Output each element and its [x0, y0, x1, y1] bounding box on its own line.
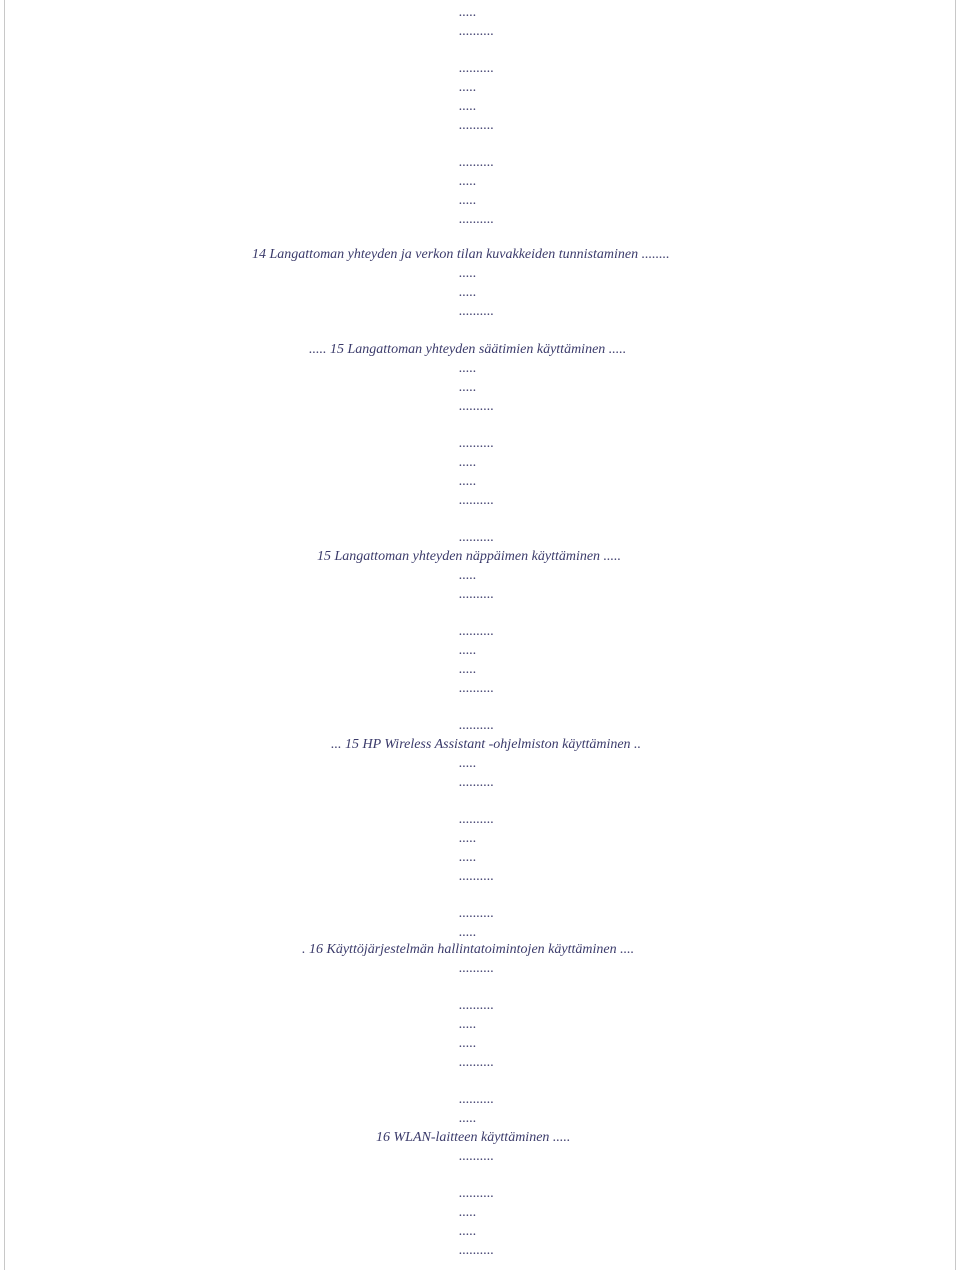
leader-line: .....	[459, 80, 477, 95]
leader-line: ..........	[459, 906, 494, 921]
leader-line: ..........	[459, 399, 494, 414]
leader-line: ..........	[459, 775, 494, 790]
leader-line: ..........	[459, 1186, 494, 1201]
leader-line: ..........	[459, 530, 494, 545]
leader-line: ..........	[459, 587, 494, 602]
leader-line: .....	[459, 193, 477, 208]
leader-line: ..........	[459, 61, 494, 76]
toc-entry[interactable]: ..... 15 Langattoman yhteyden säätimien käyttäminen .....	[309, 342, 627, 357]
leader-line: .....	[459, 1205, 477, 1220]
leader-line: .....	[459, 174, 477, 189]
leader-line: .....	[459, 756, 477, 771]
leader-line: ..........	[459, 624, 494, 639]
toc-entry[interactable]: 14 Langattoman yhteyden ja verkon tilan kuvakkeiden tunnistaminen ........	[252, 247, 670, 262]
leader-line: ..........	[459, 155, 494, 170]
leader-line: ..........	[459, 1092, 494, 1107]
leader-line: ..........	[459, 718, 494, 733]
leader-line: ..........	[459, 998, 494, 1013]
leader-line: .....	[459, 850, 477, 865]
leader-line: ..........	[459, 812, 494, 827]
leader-line: .....	[459, 99, 477, 114]
leader-line: ..........	[459, 493, 494, 508]
leader-line: ..........	[459, 436, 494, 451]
leader-line: .....	[459, 831, 477, 846]
leader-line: .....	[459, 643, 477, 658]
leader-line: ..........	[459, 24, 494, 39]
leader-line: .....	[459, 380, 477, 395]
leader-line: .....	[459, 361, 477, 376]
toc-entry[interactable]: 16 WLAN-laitteen käyttäminen .....	[376, 1130, 571, 1145]
leader-line: .....	[459, 5, 477, 20]
leader-line: ..........	[459, 1149, 494, 1164]
leader-line: ..........	[459, 961, 494, 976]
leader-line: ..........	[459, 1243, 494, 1258]
leader-line: .....	[459, 1224, 477, 1239]
leader-line: .....	[459, 266, 477, 281]
leader-line: .....	[459, 1017, 477, 1032]
leader-line: ..........	[459, 1055, 494, 1070]
leader-line: .....	[459, 455, 477, 470]
leader-line: .....	[459, 474, 477, 489]
leader-line: .....	[459, 925, 477, 940]
leader-line: ..........	[459, 118, 494, 133]
toc-entry[interactable]: ... 15 HP Wireless Assistant -ohjelmiston käyttäminen ..	[331, 737, 642, 752]
leader-line: ..........	[459, 304, 494, 319]
leader-line: ..........	[459, 681, 494, 696]
leader-line: .....	[459, 1111, 477, 1126]
leader-line: .....	[459, 662, 477, 677]
toc-entry[interactable]: 15 Langattoman yhteyden näppäimen käyttäminen .....	[317, 549, 622, 564]
leader-line: .....	[459, 568, 477, 583]
leader-line: ..........	[459, 869, 494, 884]
toc-entry[interactable]: . 16 Käyttöjärjestelmän hallintatoimintojen käyttäminen ....	[302, 942, 635, 957]
leader-line: .....	[459, 285, 477, 300]
leader-line: ..........	[459, 212, 494, 227]
leader-line: .....	[459, 1036, 477, 1051]
